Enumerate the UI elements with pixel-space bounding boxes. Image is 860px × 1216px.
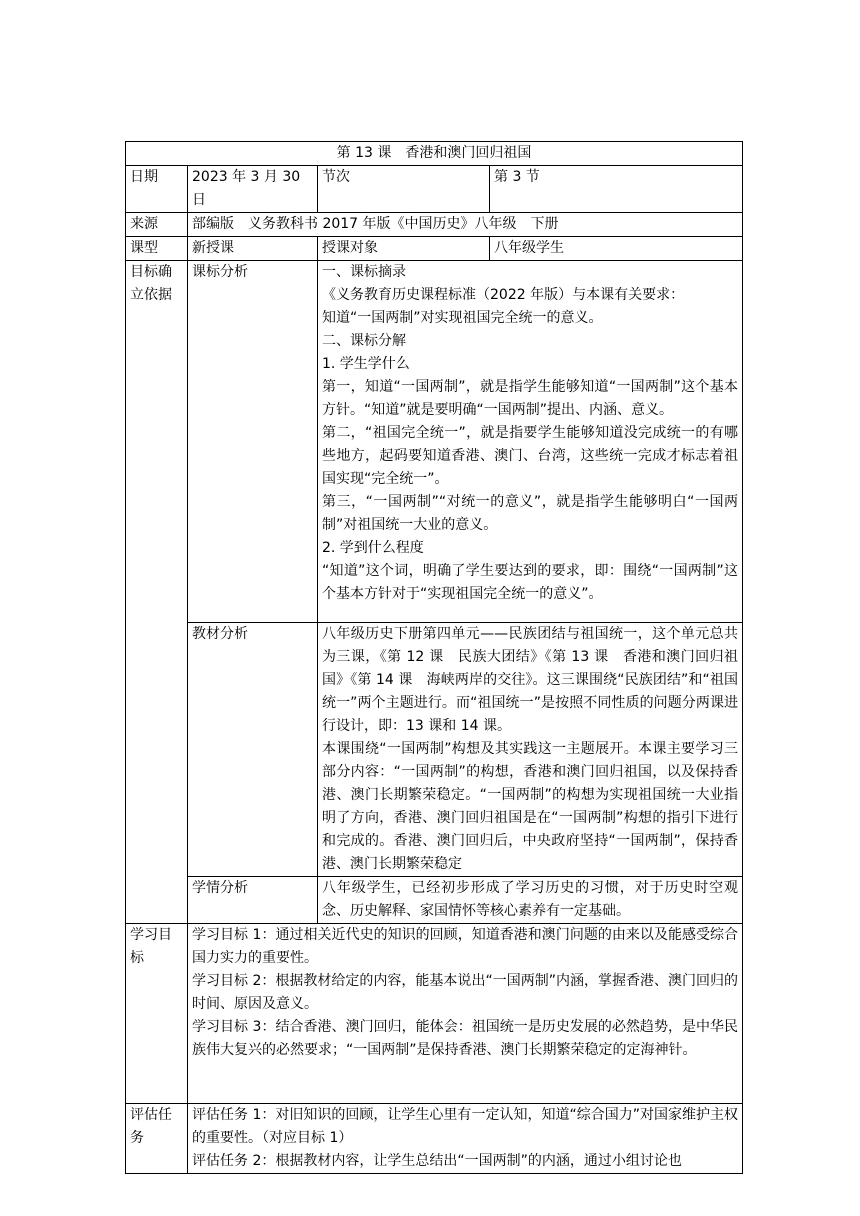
curriculum-line: 第一，知道“一国两制”，就是指学生能够知道“一国两制”这个基本方针。“知道”就是要明确“一国两制”提出、内涵、意义。: [322, 379, 739, 418]
curriculum-line: 《义务教育历史课程标准（2022 年版）与本课有关要求：: [322, 287, 685, 303]
learner-line: 八年级学生，已经初步形成了学习历史的习惯，对于历史时空观念、历史解释、家国情怀等核心素养有一定基础。: [322, 880, 739, 919]
curriculum-line: 1. 学生学什么: [322, 356, 410, 372]
date-label: 日期: [126, 166, 188, 213]
lesson-title: 第 13 课 香港和澳门回归祖国: [126, 142, 743, 166]
basis-label: 目标确立依据: [126, 261, 188, 924]
textbook-content: [318, 623, 743, 877]
textbook-label: 教材分析: [188, 623, 318, 877]
curriculum-row: [126, 261, 743, 623]
audience-value: 八年级学生: [490, 237, 743, 261]
session-value: 第 3 节: [490, 166, 743, 213]
source-label: 来源: [126, 213, 188, 237]
lesson-plan-table: [125, 141, 743, 1174]
curriculum-line: “知道”这个词，明确了学生要达到的要求，即：围绕“一国两制”这个基本方针对于“实现祖国完全统一的意义”。: [322, 563, 739, 602]
goals-row: [126, 924, 743, 1104]
type-value: 新授课: [188, 237, 318, 261]
curriculum-line: 二、课标分解: [322, 333, 406, 349]
session-label: 节次: [318, 166, 490, 213]
curriculum-line: 一、课标摘录: [322, 264, 406, 280]
date-row: [126, 166, 743, 213]
type-label: 课型: [126, 237, 188, 261]
source-value: 部编版 义务教科书 2017 年版《中国历史》八年级 下册: [188, 213, 743, 237]
curriculum-label: 课标分析: [188, 261, 318, 623]
assessment-line: 评估任务 2：根据教材内容，让学生总结出“一国两制”的内涵，通过小组讨论也: [192, 1153, 682, 1169]
curriculum-content: [318, 261, 743, 623]
curriculum-line: 第三，“一国两制”“对统一的意义”，就是指学生能够明白“一国两制”对祖国统一大业的意义。: [322, 494, 739, 533]
textbook-row: [126, 623, 743, 877]
learner-row: [126, 877, 743, 924]
type-row: [126, 237, 743, 261]
source-row: [126, 213, 743, 237]
curriculum-line: 知道“一国两制”对实现祖国完全统一的意义。: [322, 310, 603, 326]
goal-line: 学习目标 2：根据教材给定的内容，能基本说出“一国两制”内涵，掌握香港、澳门回归的时间、原因及意义。: [192, 973, 739, 1012]
curriculum-line: 2. 学到什么程度: [322, 540, 424, 556]
learner-content: [318, 877, 743, 924]
goals-label: 学习目标: [126, 924, 188, 1104]
assessment-row: [126, 1104, 743, 1174]
learner-label: 学情分析: [188, 877, 318, 924]
assessment-line: 评估任务 1：对旧知识的回顾，让学生心里有一定认知，知道“综合国力”对国家维护主权的重要性。（对应目标 1）: [192, 1107, 739, 1146]
title-row: [126, 142, 743, 166]
goals-content: [188, 924, 743, 1104]
date-value: 2023 年 3 月 30 日: [188, 166, 318, 213]
goal-line: 学习目标 3：结合香港、澳门回归，能体会：祖国统一是历史发展的必然趋势，是中华民族伟大复兴的必然要求；“一国两制”是保持香港、澳门长期繁荣稳定的定海神针。: [192, 1019, 739, 1058]
audience-label: 授课对象: [318, 237, 490, 261]
textbook-line: 本课围绕“一国两制”构想及其实践这一主题展开。本课主要学习三部分内容：“一国两制”的构想，香港和澳门回归祖国，以及保持香港、澳门长期繁荣稳定。“一国两制”的构想为实现祖国统一大业指明了方向，香港、澳门回归祖国是在“一国两制”构想的指引下进行和完成的。香港、澳门回归后，中央政府坚持“一国两制”，保持香港、澳门长期繁荣稳定: [322, 741, 739, 872]
textbook-line: 八年级历史下册第四单元——民族团结与祖国统一，这个单元总共为三课，《第 12 课 民族大团结》《第 13 课 香港和澳门回归祖国》《第 14 课 海峡两岸的交往》。这三课围绕“民族团结”和“祖国统一”两个主题进行。而“祖国统一”是按照不同性质的问题分两课进行设计，即：13 课和 14 课。: [322, 626, 739, 734]
curriculum-line: 第二，“祖国完全统一”，就是指要学生能够知道没完成统一的有哪些地方，起码要知道香港、澳门、台湾，这些统一完成才标志着祖国实现“完全统一”。: [322, 425, 739, 487]
assessment-content: [188, 1104, 743, 1174]
goal-line: 学习目标 1：通过相关近代史的知识的回顾，知道香港和澳门问题的由来以及能感受综合国力实力的重要性。: [192, 927, 739, 966]
assessment-label: 评估任务: [126, 1104, 188, 1174]
